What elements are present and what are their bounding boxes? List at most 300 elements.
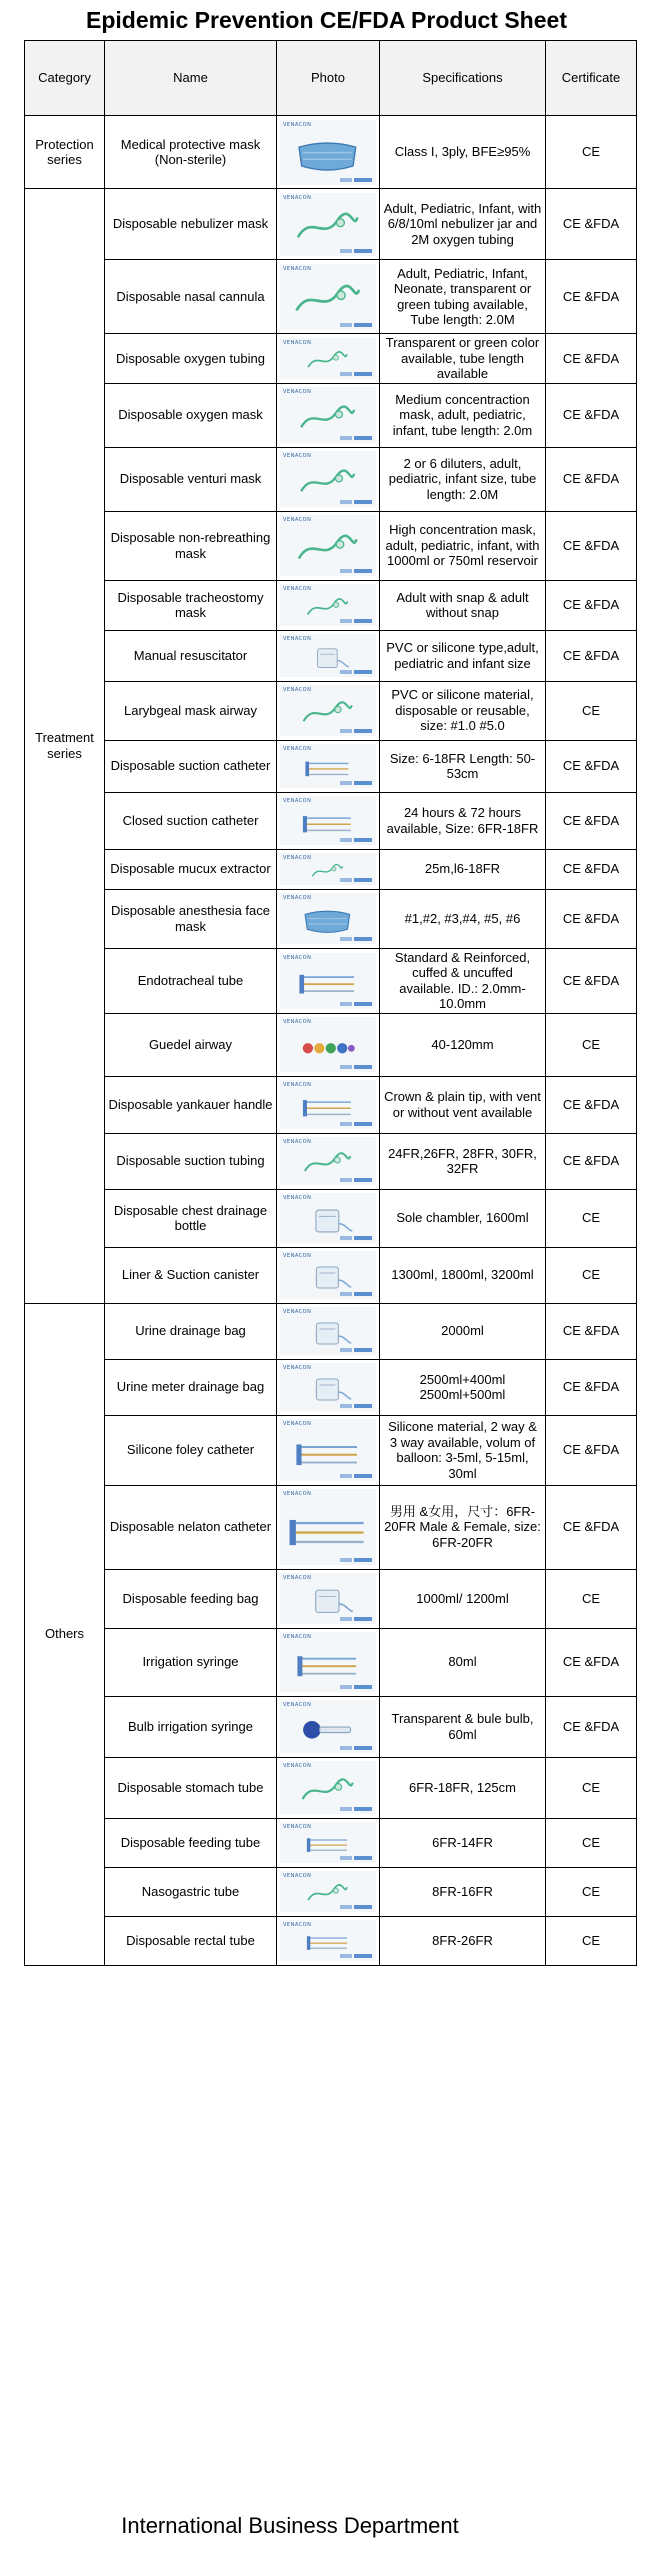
label-tag xyxy=(354,1474,372,1478)
label-tag xyxy=(354,1348,372,1352)
certificate-cell: CE &FDA xyxy=(546,1628,637,1696)
table-row xyxy=(25,1303,637,1359)
product-photo-cell xyxy=(277,1867,380,1916)
specification-cell: 25m,l6-18FR xyxy=(380,849,546,889)
certificate-cell: CE xyxy=(546,1189,637,1247)
brand-logo: VENACON xyxy=(283,389,312,395)
label-tag xyxy=(340,1474,352,1478)
label-tag xyxy=(354,1617,372,1621)
product-name-cell: Disposable yankauer handle xyxy=(105,1076,277,1133)
table-row xyxy=(25,116,637,189)
product-photo xyxy=(280,796,376,845)
label-tag xyxy=(354,1065,372,1069)
certificate-cell: CE &FDA xyxy=(546,580,637,630)
certificate-cell: CE xyxy=(546,681,637,740)
product-name-cell: Disposable suction tubing xyxy=(105,1133,277,1189)
product-image-icon xyxy=(288,1034,367,1063)
product-image-icon xyxy=(288,811,367,836)
specification-cell: 2000ml xyxy=(380,1303,546,1359)
product-photo xyxy=(280,1489,376,1565)
product-image-icon xyxy=(288,139,367,173)
label-tag xyxy=(340,1348,352,1352)
product-photo-cell xyxy=(277,1303,380,1359)
specification-cell: Silicone material, 2 way & 3 way available, volum of balloon: 3-5ml, 5-15ml, 30ml xyxy=(380,1415,546,1485)
product-image-icon xyxy=(288,1932,367,1953)
label-tag xyxy=(354,1404,372,1408)
specification-cell: 6FR-14FR xyxy=(380,1818,546,1867)
product-photo xyxy=(280,1700,376,1753)
certificate-cell: CE &FDA xyxy=(546,447,637,511)
product-photo xyxy=(280,515,376,576)
product-image-icon xyxy=(288,700,367,727)
product-photo xyxy=(280,1573,376,1624)
certificate-cell: CE xyxy=(546,1247,637,1303)
specification-cell: Adult, Pediatric, Infant, Neonate, transparent or green tubing available, Tube length: 2.0M xyxy=(380,260,546,334)
product-photo-cell xyxy=(277,740,380,792)
product-name-cell: Liner & Suction canister xyxy=(105,1247,277,1303)
table-row xyxy=(25,383,637,447)
certificate-cell: CE &FDA xyxy=(546,383,637,447)
table-row xyxy=(25,511,637,580)
product-photo xyxy=(280,338,376,379)
label-tag xyxy=(354,1292,372,1296)
product-photo-cell xyxy=(277,1013,380,1076)
product-image-icon xyxy=(288,757,367,780)
product-image-icon xyxy=(288,1512,367,1552)
product-image-icon xyxy=(288,1265,367,1290)
table-row xyxy=(25,1818,637,1867)
specification-cell: Crown & plain tip, with vent or without vent available xyxy=(380,1076,546,1133)
product-name-cell: Disposable oxygen mask xyxy=(105,383,277,447)
product-photo-cell xyxy=(277,1133,380,1189)
product-name-cell: Irrigation syringe xyxy=(105,1628,277,1696)
product-photo xyxy=(280,1080,376,1129)
product-image-icon xyxy=(288,1716,367,1744)
product-photo xyxy=(280,685,376,736)
specification-cell: 24FR,26FR, 28FR, 30FR, 32FR xyxy=(380,1133,546,1189)
product-photo xyxy=(280,264,376,330)
brand-logo: VENACON xyxy=(283,1082,312,1088)
label-tag xyxy=(340,1065,352,1069)
product-photo xyxy=(280,853,376,885)
certificate-cell: CE &FDA xyxy=(546,1359,637,1415)
specification-cell: Transparent or green color available, tube length available xyxy=(380,334,546,384)
certificate-cell: CE xyxy=(546,1916,637,1965)
label-tag xyxy=(340,781,352,785)
table-row xyxy=(25,792,637,849)
product-name-cell: Disposable anesthesia face mask xyxy=(105,889,277,948)
product-photo-cell xyxy=(277,189,380,260)
product-photo-cell xyxy=(277,889,380,948)
product-photo xyxy=(280,1419,376,1481)
product-image-icon xyxy=(288,1777,367,1805)
product-photo-cell xyxy=(277,1076,380,1133)
label-tag xyxy=(354,937,372,941)
label-tag xyxy=(354,878,372,882)
certificate-cell: CE &FDA xyxy=(546,792,637,849)
product-name-cell: Silicone foley catheter xyxy=(105,1415,277,1485)
certificate-cell: CE xyxy=(546,116,637,189)
certificate-cell: CE &FDA xyxy=(546,334,637,384)
product-name-cell: Medical protective mask (Non-sterile) xyxy=(105,116,277,189)
product-table xyxy=(24,40,637,1966)
product-image-icon xyxy=(288,1321,367,1346)
certificate-cell: CE &FDA xyxy=(546,260,637,334)
label-tag xyxy=(354,178,372,182)
product-photo-cell xyxy=(277,1628,380,1696)
product-image-icon xyxy=(288,533,367,565)
brand-logo: VENACON xyxy=(283,636,312,642)
label-tag xyxy=(340,937,352,941)
certificate-cell: CE &FDA xyxy=(546,511,637,580)
brand-logo: VENACON xyxy=(283,1763,312,1769)
product-photo xyxy=(280,1822,376,1863)
label-tag xyxy=(340,569,352,573)
product-name-cell: Disposable tracheostomy mask xyxy=(105,580,277,630)
header-specifications: Specifications xyxy=(380,41,546,116)
header-category: Category xyxy=(25,41,105,116)
product-name-cell: Disposable non-rebreathing mask xyxy=(105,511,277,580)
brand-logo: VENACON xyxy=(283,1575,312,1581)
label-tag xyxy=(354,1856,372,1860)
product-photo xyxy=(280,1871,376,1912)
specification-cell: Adult with snap & adult without snap xyxy=(380,580,546,630)
product-name-cell: Endotracheal tube xyxy=(105,948,277,1013)
product-photo-cell xyxy=(277,1569,380,1628)
product-photo-cell xyxy=(277,1696,380,1757)
certificate-cell: CE &FDA xyxy=(546,1415,637,1485)
brand-logo: VENACON xyxy=(283,1019,312,1025)
specification-cell: Class I, 3ply, BFE≥95% xyxy=(380,116,546,189)
product-name-cell: Disposable mucux extractor xyxy=(105,849,277,889)
specification-cell: 80ml xyxy=(380,1628,546,1696)
certificate-cell: CE &FDA xyxy=(546,1485,637,1569)
brand-logo: VENACON xyxy=(283,1634,312,1640)
product-image-icon xyxy=(288,1438,367,1470)
label-tag xyxy=(340,178,352,182)
product-photo-cell xyxy=(277,948,380,1013)
label-tag xyxy=(354,670,372,674)
certificate-cell: CE &FDA xyxy=(546,189,637,260)
product-photo xyxy=(280,744,376,788)
product-image-icon xyxy=(288,1377,367,1402)
header-photo: Photo xyxy=(277,41,380,116)
product-photo-cell xyxy=(277,260,380,334)
table-row xyxy=(25,1696,637,1757)
product-photo-cell xyxy=(277,116,380,189)
brand-logo: VENACON xyxy=(283,1309,312,1315)
table-row xyxy=(25,849,637,889)
product-photo-cell xyxy=(277,383,380,447)
product-photo xyxy=(280,1920,376,1961)
product-name-cell: Bulb irrigation syringe xyxy=(105,1696,277,1757)
brand-logo: VENACON xyxy=(283,265,312,272)
product-photo xyxy=(280,1761,376,1814)
table-row xyxy=(25,447,637,511)
table-row xyxy=(25,1076,637,1133)
label-tag xyxy=(340,1558,352,1562)
page-title: Epidemic Prevention CE/FDA Product Sheet xyxy=(86,7,567,33)
brand-logo: VENACON xyxy=(283,339,312,346)
label-tag xyxy=(340,249,352,253)
label-tag xyxy=(340,1122,352,1126)
product-name-cell: Nasogastric tube xyxy=(105,1867,277,1916)
product-photo-cell xyxy=(277,1247,380,1303)
specification-cell: Sole chambler, 1600ml xyxy=(380,1189,546,1247)
brand-logo: VENACON xyxy=(283,1365,312,1371)
product-photo xyxy=(280,584,376,626)
label-tag xyxy=(354,781,372,785)
table-row xyxy=(25,1485,637,1569)
product-photo-cell xyxy=(277,1757,380,1818)
label-tag xyxy=(340,1685,352,1689)
label-tag xyxy=(340,1404,352,1408)
header-certificate: Certificate xyxy=(546,41,637,116)
product-photo-cell xyxy=(277,1485,380,1569)
product-image-icon xyxy=(288,969,367,998)
label-tag xyxy=(354,619,372,623)
table-row xyxy=(25,740,637,792)
specification-cell: 1000ml/ 1200ml xyxy=(380,1569,546,1628)
certificate-cell: CE &FDA xyxy=(546,1303,637,1359)
label-tag xyxy=(340,1905,352,1909)
certificate-cell: CE xyxy=(546,1569,637,1628)
specification-cell: 8FR-26FR xyxy=(380,1916,546,1965)
product-photo-cell xyxy=(277,580,380,630)
label-tag xyxy=(354,436,372,440)
product-name-cell: Closed suction catheter xyxy=(105,792,277,849)
product-image-icon xyxy=(288,1834,367,1855)
table-row xyxy=(25,948,637,1013)
brand-logo: VENACON xyxy=(283,1824,312,1830)
product-name-cell: Disposable suction catheter xyxy=(105,740,277,792)
product-name-cell: Disposable feeding bag xyxy=(105,1569,277,1628)
product-name-cell: Larybgeal mask airway xyxy=(105,681,277,740)
product-photo-cell xyxy=(277,1916,380,1965)
specification-cell: 男用 &女用，尺寸：6FR-20FR Male & Female, size: 6FR-20FR xyxy=(380,1485,546,1569)
certificate-cell: CE xyxy=(546,1757,637,1818)
product-photo-cell xyxy=(277,681,380,740)
product-image-icon xyxy=(288,283,367,317)
product-photo xyxy=(280,451,376,507)
label-tag xyxy=(340,372,352,376)
certificate-cell: CE xyxy=(546,1818,637,1867)
product-photo xyxy=(280,1363,376,1411)
specification-cell: Size: 6-18FR Length: 50-53cm xyxy=(380,740,546,792)
header-name: Name xyxy=(105,41,277,116)
product-image-icon xyxy=(288,1588,367,1615)
table-row xyxy=(25,260,637,334)
brand-logo: VENACON xyxy=(283,1421,312,1427)
product-name-cell: Disposable chest drainage bottle xyxy=(105,1189,277,1247)
footer-department: International Business Department xyxy=(121,2513,459,2538)
table-row xyxy=(25,1757,637,1818)
label-tag xyxy=(340,500,352,504)
label-tag xyxy=(340,1807,352,1811)
specification-cell: Adult, Pediatric, Infant, with 6/8/10ml nebulizer jar and 2M oxygen tubing xyxy=(380,189,546,260)
specification-cell: 1300ml, 1800ml, 3200ml xyxy=(380,1247,546,1303)
category-cell: Treatment series xyxy=(25,189,105,1304)
specification-cell: Standard & Reinforced, cuffed & uncuffed available. ID.: 2.0mm-10.0mm xyxy=(380,948,546,1013)
label-tag xyxy=(354,372,372,376)
label-tag xyxy=(354,1558,372,1562)
brand-logo: VENACON xyxy=(283,194,312,201)
certificate-cell: CE &FDA xyxy=(546,849,637,889)
brand-logo: VENACON xyxy=(283,1491,312,1497)
certificate-cell: CE &FDA xyxy=(546,740,637,792)
label-tag xyxy=(354,569,372,573)
product-image-icon xyxy=(288,908,367,935)
product-name-cell: Disposable oxygen tubing xyxy=(105,334,277,384)
product-photo-cell xyxy=(277,334,380,384)
brand-logo: VENACON xyxy=(283,855,312,861)
product-photo xyxy=(280,1307,376,1355)
label-tag xyxy=(354,1746,372,1750)
label-tag xyxy=(340,1954,352,1958)
product-photo xyxy=(280,893,376,944)
product-photo xyxy=(280,1193,376,1243)
specification-cell: PVC or silicone type,adult, pediatric and infant size xyxy=(380,630,546,681)
label-tag xyxy=(354,1002,372,1006)
table-row xyxy=(25,681,637,740)
product-photo-cell xyxy=(277,1359,380,1415)
product-name-cell: Urine meter drainage bag xyxy=(105,1359,277,1415)
product-name-cell: Disposable nasal cannula xyxy=(105,260,277,334)
specification-cell: 6FR-18FR, 125cm xyxy=(380,1757,546,1818)
brand-logo: VENACON xyxy=(283,1139,312,1145)
product-image-icon xyxy=(288,647,367,669)
table-row xyxy=(25,630,637,681)
label-tag xyxy=(354,838,372,842)
brand-logo: VENACON xyxy=(283,746,312,752)
table-row xyxy=(25,1189,637,1247)
product-photo-cell xyxy=(277,630,380,681)
label-tag xyxy=(354,249,372,253)
brand-logo: VENACON xyxy=(283,453,312,459)
brand-logo: VENACON xyxy=(283,954,312,961)
product-name-cell: Manual resuscitator xyxy=(105,630,277,681)
product-name-cell: Disposable nebulizer mask xyxy=(105,189,277,260)
specification-cell: 24 hours & 72 hours available, Size: 6FR-18FR xyxy=(380,792,546,849)
label-tag xyxy=(354,729,372,733)
specification-cell: PVC or silicone material, disposable or reusable, size: #1.0 #5.0 xyxy=(380,681,546,740)
product-photo xyxy=(280,387,376,443)
certificate-cell: CE &FDA xyxy=(546,1076,637,1133)
product-image-icon xyxy=(288,350,367,371)
product-image-icon xyxy=(288,863,367,880)
product-name-cell: Disposable feeding tube xyxy=(105,1818,277,1867)
brand-logo: VENACON xyxy=(283,517,312,523)
label-tag xyxy=(354,323,372,327)
certificate-cell: CE &FDA xyxy=(546,889,637,948)
table-row xyxy=(25,889,637,948)
brand-logo: VENACON xyxy=(283,1922,312,1928)
product-photo xyxy=(280,1017,376,1072)
label-tag xyxy=(354,1685,372,1689)
table-row xyxy=(25,1013,637,1076)
product-photo xyxy=(280,1251,376,1299)
table-row xyxy=(25,189,637,260)
brand-logo: VENACON xyxy=(283,895,312,901)
label-tag xyxy=(340,670,352,674)
brand-logo: VENACON xyxy=(283,1195,312,1201)
product-photo-cell xyxy=(277,511,380,580)
product-photo-cell xyxy=(277,1189,380,1247)
table-row xyxy=(25,1359,637,1415)
category-cell: Others xyxy=(25,1303,105,1965)
specification-cell: 2 or 6 diluters, adult, pediatric, infant size, tube length: 2.0M xyxy=(380,447,546,511)
brand-logo: VENACON xyxy=(283,1702,312,1708)
table-row xyxy=(25,580,637,630)
product-photo xyxy=(280,634,376,677)
label-tag xyxy=(340,878,352,882)
brand-logo: VENACON xyxy=(283,687,312,693)
product-name-cell: Disposable nelaton catheter xyxy=(105,1485,277,1569)
label-tag xyxy=(354,1236,372,1240)
label-tag xyxy=(340,436,352,440)
specification-cell: High concentration mask, adult, pediatric, infant, with 1000ml or 750ml reservoir xyxy=(380,511,546,580)
certificate-cell: CE xyxy=(546,1867,637,1916)
table-row xyxy=(25,1628,637,1696)
label-tag xyxy=(340,1856,352,1860)
label-tag xyxy=(340,1002,352,1006)
specification-cell: #1,#2, #3,#4, #5, #6 xyxy=(380,889,546,948)
product-photo xyxy=(280,953,376,1009)
category-cell: Protection series xyxy=(25,116,105,189)
label-tag xyxy=(340,1746,352,1750)
table-body xyxy=(25,116,637,1966)
certificate-cell: CE &FDA xyxy=(546,630,637,681)
brand-logo: VENACON xyxy=(283,121,312,128)
table-row xyxy=(25,1916,637,1965)
table-row xyxy=(25,1415,637,1485)
brand-logo: VENACON xyxy=(283,1253,312,1259)
product-image-icon xyxy=(288,1883,367,1904)
product-photo-cell xyxy=(277,849,380,889)
brand-logo: VENACON xyxy=(283,798,312,804)
certificate-cell: CE &FDA xyxy=(546,1133,637,1189)
product-image-icon xyxy=(288,1650,367,1681)
brand-logo: VENACON xyxy=(283,586,312,592)
table-row xyxy=(25,1133,637,1189)
label-tag xyxy=(354,1122,372,1126)
label-tag xyxy=(340,729,352,733)
product-image-icon xyxy=(288,1151,367,1176)
product-name-cell: Disposable venturi mask xyxy=(105,447,277,511)
product-name-cell: Disposable rectal tube xyxy=(105,1916,277,1965)
certificate-cell: CE xyxy=(546,1013,637,1076)
certificate-cell: CE &FDA xyxy=(546,948,637,1013)
product-photo xyxy=(280,1137,376,1185)
label-tag xyxy=(340,1178,352,1182)
product-photo-cell xyxy=(277,1415,380,1485)
specification-cell: 40-120mm xyxy=(380,1013,546,1076)
certificate-cell: CE &FDA xyxy=(546,1696,637,1757)
specification-cell: 8FR-16FR xyxy=(380,1867,546,1916)
header-row xyxy=(25,41,637,116)
product-image-icon xyxy=(288,1095,367,1120)
table-row xyxy=(25,1569,637,1628)
product-photo-cell xyxy=(277,792,380,849)
product-name-cell: Urine drainage bag xyxy=(105,1303,277,1359)
product-image-icon xyxy=(288,468,367,497)
product-photo xyxy=(280,193,376,256)
brand-logo: VENACON xyxy=(283,1873,312,1879)
specification-cell: Medium concentraction mask, adult, pediatric, infant, tube length: 2.0m xyxy=(380,383,546,447)
label-tag xyxy=(340,838,352,842)
product-photo-cell xyxy=(277,447,380,511)
product-name-cell: Guedel airway xyxy=(105,1013,277,1076)
